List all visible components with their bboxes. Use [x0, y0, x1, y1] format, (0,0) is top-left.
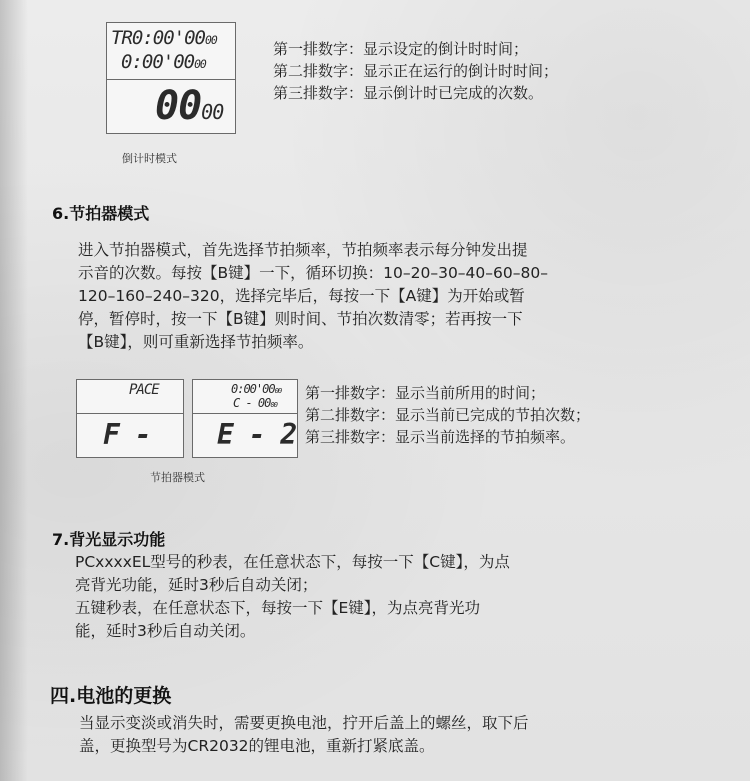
countdown-row3-small: 00	[201, 100, 224, 124]
countdown-row1	[111, 27, 217, 49]
section-4-line-1: 当显示变淡或消失时，需要更换电池，拧开后盖上的螺丝，取下后	[79, 714, 529, 732]
section-7-paragraph	[75, 551, 715, 643]
section-7-title: 7.背光显示功能	[52, 530, 166, 549]
metronome-lcd2-row2	[233, 396, 277, 410]
section-6-line-5: 【B键】，则可重新选择节拍频率。	[78, 333, 314, 351]
countdown-lcd-divider	[107, 79, 235, 80]
section-7-line-2: 亮背光功能，延时3秒后自动关闭；	[75, 576, 318, 594]
metronome-lcd2-bottom: E - 2	[217, 418, 297, 451]
metronome-lcd-display-1	[76, 379, 184, 458]
section-7-line-3: 五键秒表，在任意状态下，每按一下【E键】，为点亮背光功	[75, 599, 481, 617]
page-shadow	[0, 0, 28, 781]
section-7-line-4: 能，延时3秒后自动关闭。	[75, 622, 256, 640]
metronome-caption: 节拍器模式	[150, 471, 205, 484]
metronome-lcd2-row1-digits: 0:00'00	[231, 382, 275, 396]
countdown-lcd-display	[106, 22, 236, 134]
section-6-line-4: 停，暂停时，按一下【B键】则时间、节拍次数清零；若再按一下	[78, 310, 523, 328]
countdown-description	[273, 38, 558, 104]
metronome-lcd1-divider	[77, 413, 183, 414]
metronome-line-1: 第一排数字：显示当前所用的时间；	[305, 384, 546, 402]
countdown-row1-digits: 0:00'00	[131, 27, 205, 49]
section-6-line-3: 120–160–240–320，选择完毕后，每按一下【A键】为开始或暂	[78, 287, 525, 305]
countdown-row3-digits: 00	[155, 83, 202, 129]
metronome-lcd1-bottom: F -	[103, 418, 151, 451]
countdown-line-1: 第一排数字：显示设定的倒计时时间；	[273, 40, 529, 58]
metronome-line-2: 第二排数字：显示当前已完成的节拍次数；	[305, 406, 591, 424]
countdown-row1-small: 00	[204, 33, 217, 47]
countdown-row2	[121, 51, 206, 73]
countdown-row1-prefix: TR	[111, 27, 132, 49]
countdown-line-3: 第三排数字：显示倒计时已完成的次数。	[273, 84, 544, 102]
section-6-title: 6.节拍器模式	[52, 204, 150, 223]
metronome-lcd2-divider	[193, 413, 297, 414]
countdown-row3	[155, 83, 223, 129]
metronome-lcd2-row1	[231, 382, 281, 396]
metronome-description	[305, 382, 590, 448]
countdown-row2-digits: 0:00'00	[121, 51, 195, 73]
section-4-paragraph	[79, 712, 719, 758]
countdown-line-2: 第二排数字：显示正在运行的倒计时时间；	[273, 62, 559, 80]
metronome-lcd2-row2-digits: C - 00	[233, 396, 271, 410]
metronome-lcd1-top: PACE	[129, 382, 159, 398]
section-6-line-1: 进入节拍器模式，首先选择节拍频率，节拍频率表示每分钟发出提	[78, 241, 528, 259]
section-6-paragraph	[78, 239, 718, 354]
section-7-line-1: PCxxxxEL型号的秒表，在任意状态下，每按一下【C键】，为点	[75, 553, 510, 571]
section-4-line-2: 盖，更换型号为CR2032的锂电池，重新打紧底盖。	[79, 737, 435, 755]
metronome-lcd2-row1-small: 00	[274, 386, 282, 395]
metronome-lcd-display-2	[192, 379, 298, 458]
countdown-row2-small: 00	[194, 57, 206, 71]
countdown-caption: 倒计时模式	[122, 152, 177, 165]
metronome-lcd2-row2-small: 00	[270, 400, 278, 409]
section-4-title: 四.电池的更换	[50, 685, 172, 707]
section-6-line-2: 示音的次数。每按【B键】一下，循环切换：10–20–30–40–60–80–	[78, 264, 548, 282]
metronome-line-3: 第三排数字：显示当前选择的节拍频率。	[305, 428, 576, 446]
